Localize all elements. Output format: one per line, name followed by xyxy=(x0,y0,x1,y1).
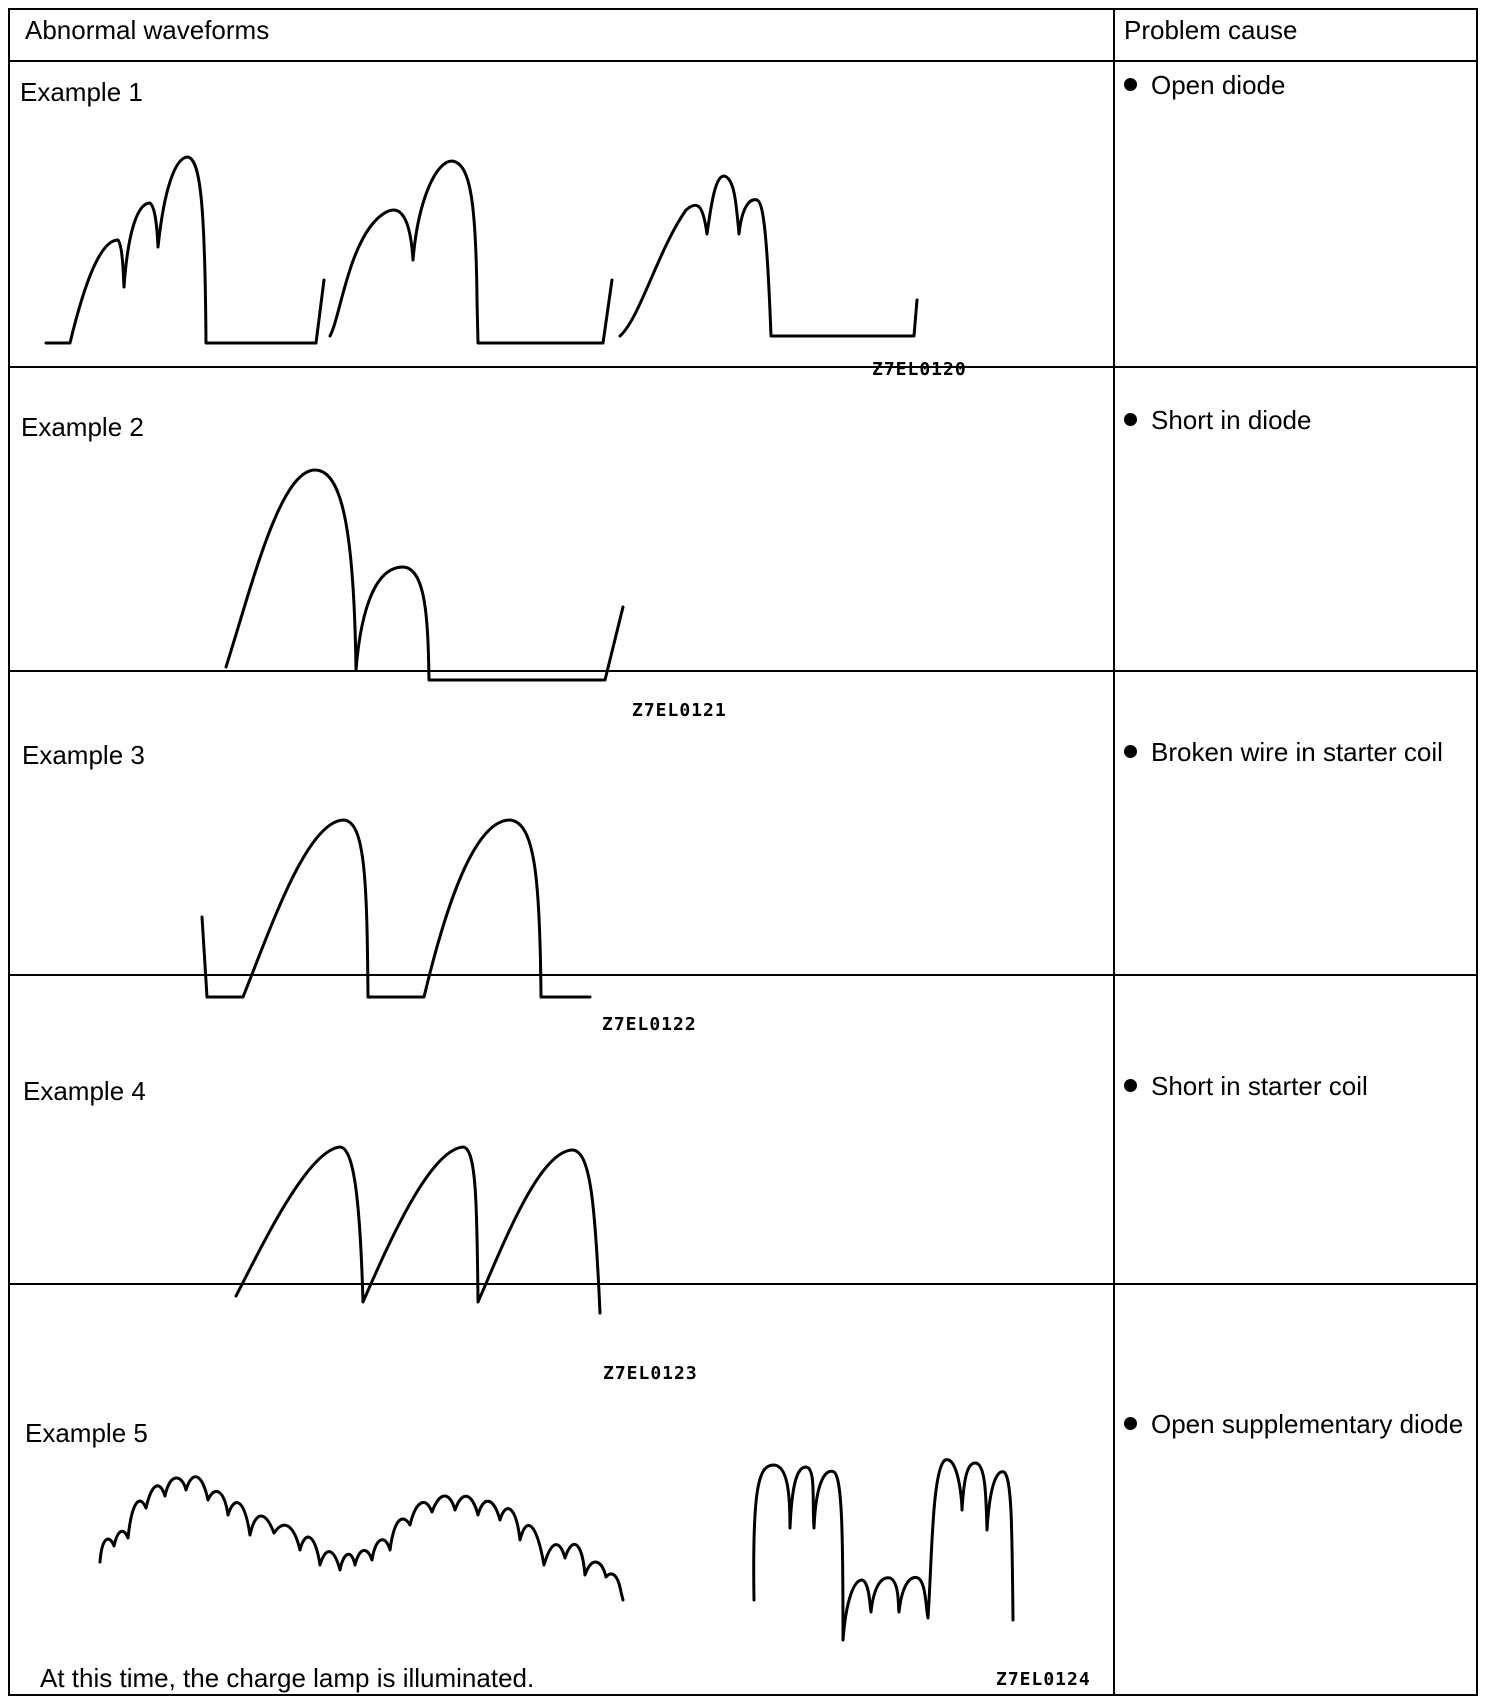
example-3-cause-text: Broken wire in starter coil xyxy=(1151,737,1443,767)
example-2-code: Z7EL0121 xyxy=(632,700,727,721)
waveform-example-3 xyxy=(202,820,590,997)
waveform-example-2 xyxy=(226,470,623,680)
example-2-label: Example 2 xyxy=(21,412,144,442)
example-4-label: Example 4 xyxy=(23,1076,146,1106)
charge-lamp-note: At this time, the charge lamp is illuminated. xyxy=(40,1663,535,1693)
header-abnormal-waveforms: Abnormal waveforms xyxy=(25,15,270,45)
waveform-example-1 xyxy=(46,157,917,343)
example-3-label: Example 3 xyxy=(22,740,145,770)
example-5-code: Z7EL0124 xyxy=(996,1669,1091,1690)
example-4-cause-text: Short in starter coil xyxy=(1151,1071,1368,1101)
waveform-example-5b xyxy=(754,1460,1013,1640)
example-1-code: Z7EL0120 xyxy=(872,359,967,380)
header-problem-cause: Problem cause xyxy=(1124,15,1298,45)
example-3-code: Z7EL0122 xyxy=(602,1014,697,1035)
example-4-code: Z7EL0123 xyxy=(603,1363,698,1384)
example-1-label: Example 1 xyxy=(20,77,143,107)
waveform-example-5a xyxy=(100,1477,623,1600)
example-5-cause-text: Open supplementary diode xyxy=(1151,1409,1464,1439)
example-5-label: Example 5 xyxy=(25,1418,148,1448)
waveform-example-4 xyxy=(236,1147,600,1313)
example-2-cause-text: Short in diode xyxy=(1151,405,1312,435)
example-1-cause-text: Open diode xyxy=(1151,70,1286,100)
